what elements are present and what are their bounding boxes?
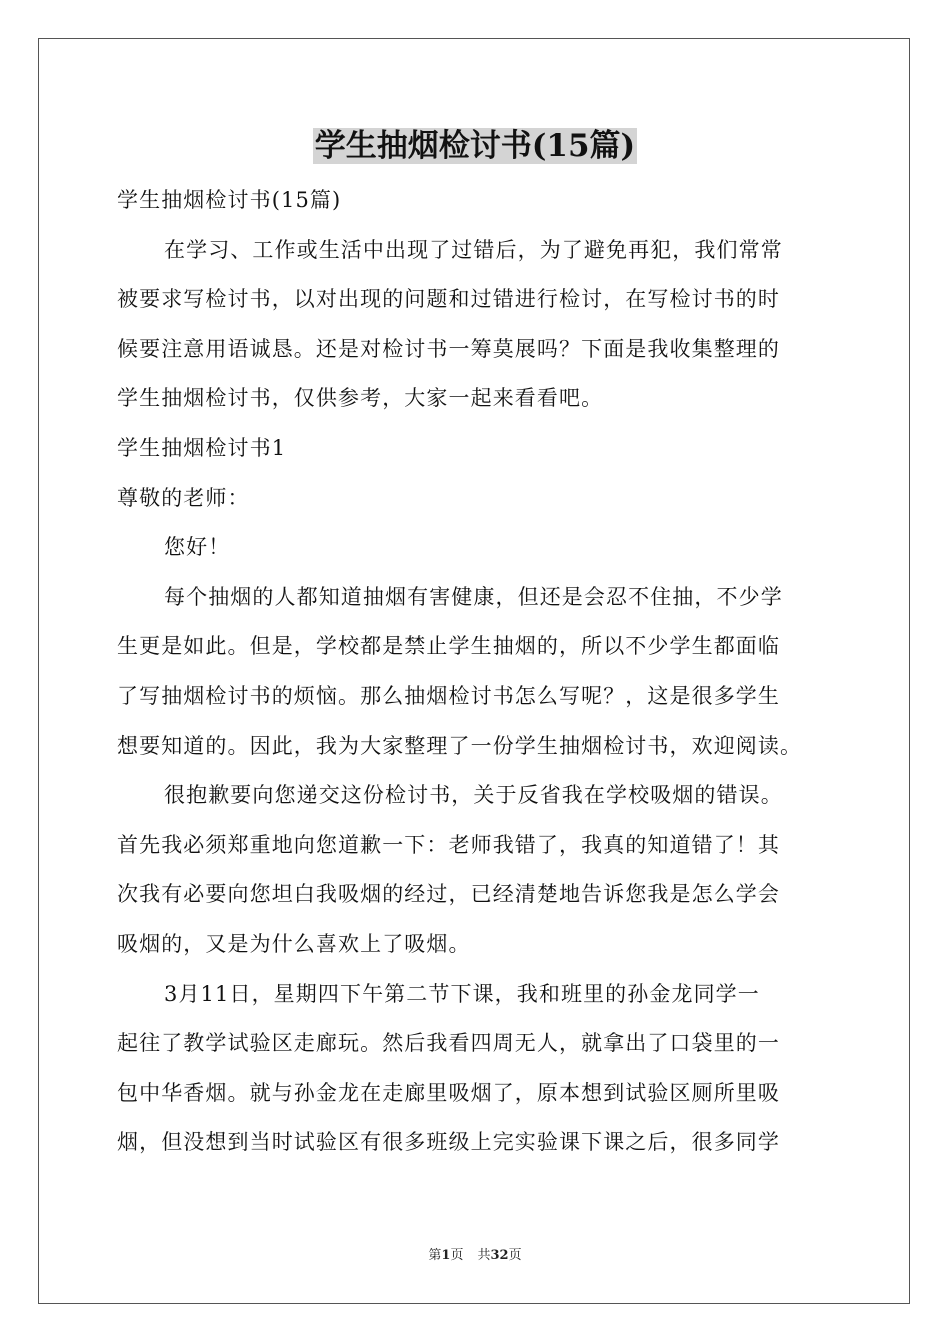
- document-title: [0, 124, 950, 168]
- footer-page-prefix: 第: [428, 1248, 442, 1263]
- body-line-4: 学生抽烟检讨书，仅供参考，大家一起来看看吧。: [117, 386, 604, 411]
- body-line-13: 首先我必须郑重地向您道歉一下：老师我错了，我真的知道错了！其: [117, 832, 780, 857]
- footer-total-suffix: 页: [508, 1248, 522, 1263]
- body-line-2: 被要求写检讨书，以对出现的问题和过错进行检讨，在写检讨书的时: [117, 287, 780, 312]
- body-line-3: 候要注意用语诚恳。还是对检讨书一筹莫展吗？下面是我收集整理的: [117, 336, 780, 361]
- body-line-12: 很抱歉要向您递交这份检讨书，关于反省我在学校吸烟的错误。: [164, 783, 783, 808]
- body-line-9: 生更是如此。但是，学校都是禁止学生抽烟的，所以不少学生都面临: [117, 634, 780, 659]
- body-line-16: 3月11日，星期四下午第二节下课，我和班里的孙金龙同学一: [164, 981, 760, 1006]
- page-footer: [0, 1246, 950, 1266]
- footer-total-prefix: 共: [477, 1248, 491, 1263]
- footer-page-number: 1: [441, 1248, 451, 1263]
- body-line-7: 您好！: [164, 535, 231, 560]
- body-line-14: 次我有必要向您坦白我吸烟的经过，已经清楚地告诉您我是怎么学会: [117, 882, 780, 907]
- document-body: [117, 176, 835, 1168]
- body-line-5: 学生抽烟检讨书1: [117, 435, 287, 460]
- document-title-text: 学生抽烟检讨书(15篇): [314, 128, 636, 164]
- body-line-15: 吸烟的，又是为什么喜欢上了吸烟。: [117, 931, 471, 956]
- body-line-8: 每个抽烟的人都知道抽烟有害健康，但还是会忍不住抽，不少学: [164, 584, 783, 609]
- body-line-6: 尊敬的老师：: [117, 485, 250, 510]
- footer-page-suffix: 页: [450, 1248, 464, 1263]
- body-line-0: 学生抽烟检讨书(15篇): [117, 188, 342, 212]
- body-line-17: 起往了教学试验区走廊玩。然后我看四周无人，就拿出了口袋里的一: [117, 1031, 780, 1056]
- body-line-11: 想要知道的。因此，我为大家整理了一份学生抽烟检讨书，欢迎阅读。: [117, 733, 803, 758]
- body-line-10: 了写抽烟检讨书的烦恼。那么抽烟检讨书怎么写呢？，这是很多学生: [117, 683, 780, 708]
- body-line-1: 在学习、工作或生活中出现了过错后，为了避免再犯，我们常常: [164, 237, 783, 262]
- footer-total-pages: 32: [490, 1248, 509, 1263]
- body-line-18: 包中华香烟。就与孙金龙在走廊里吸烟了，原本想到试验区厕所里吸: [117, 1080, 780, 1105]
- body-line-19: 烟，但没想到当时试验区有很多班级上完实验课下课之后，很多同学: [117, 1130, 780, 1155]
